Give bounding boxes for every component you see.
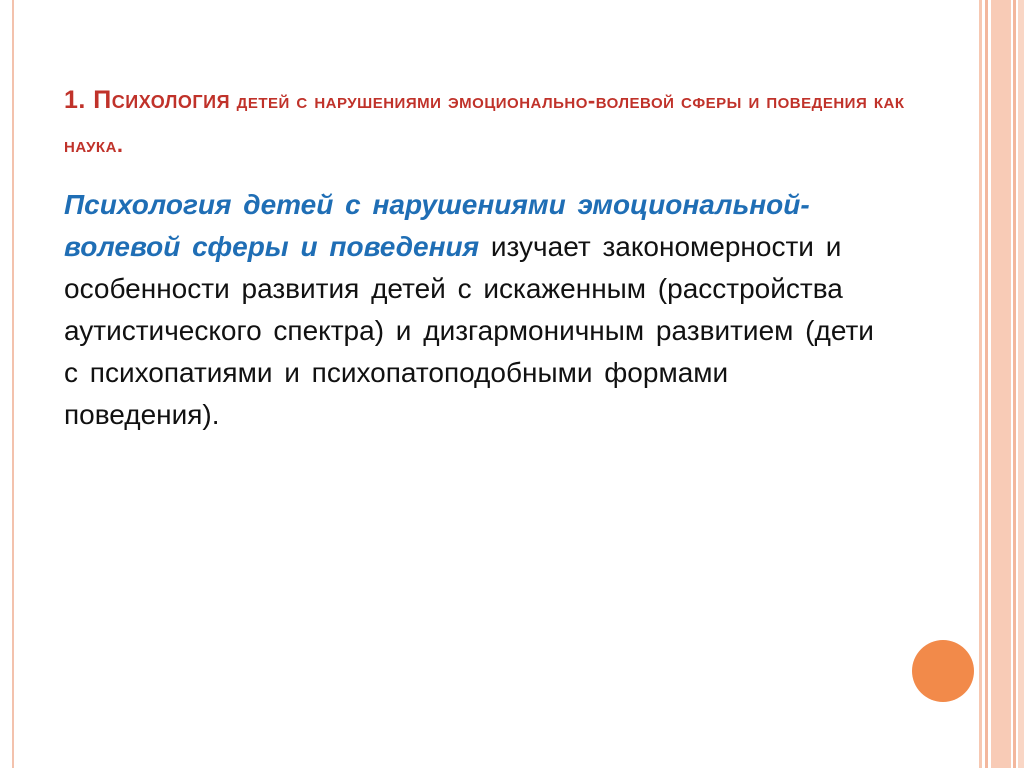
orange-circle-icon (912, 640, 974, 702)
right-border-stripe (1013, 0, 1016, 768)
slide-title-lead: 1. Психология (64, 86, 231, 114)
right-border-stripe (979, 0, 982, 768)
definition-text: изучает закономерности и особенности развития детей с искаженным (расстройства аутистического спектра) и дизгармоничным развитием (дети с психопатиями и психопатоподобными формами поведения). (64, 231, 874, 430)
right-border-stripe (985, 0, 988, 768)
defined-term: Психология детей с нарушениями эмоциональной-волевой сферы и поведения (64, 189, 810, 262)
right-border-stripe (1018, 0, 1024, 768)
slide-body-text (64, 184, 894, 436)
slide-title (64, 78, 944, 167)
left-frame-line (12, 0, 14, 768)
right-border-stripe (991, 0, 1011, 768)
slide-title-rest: детей с нарушениями эмоционально-волевой сферы и поведения как наука. (64, 88, 905, 157)
